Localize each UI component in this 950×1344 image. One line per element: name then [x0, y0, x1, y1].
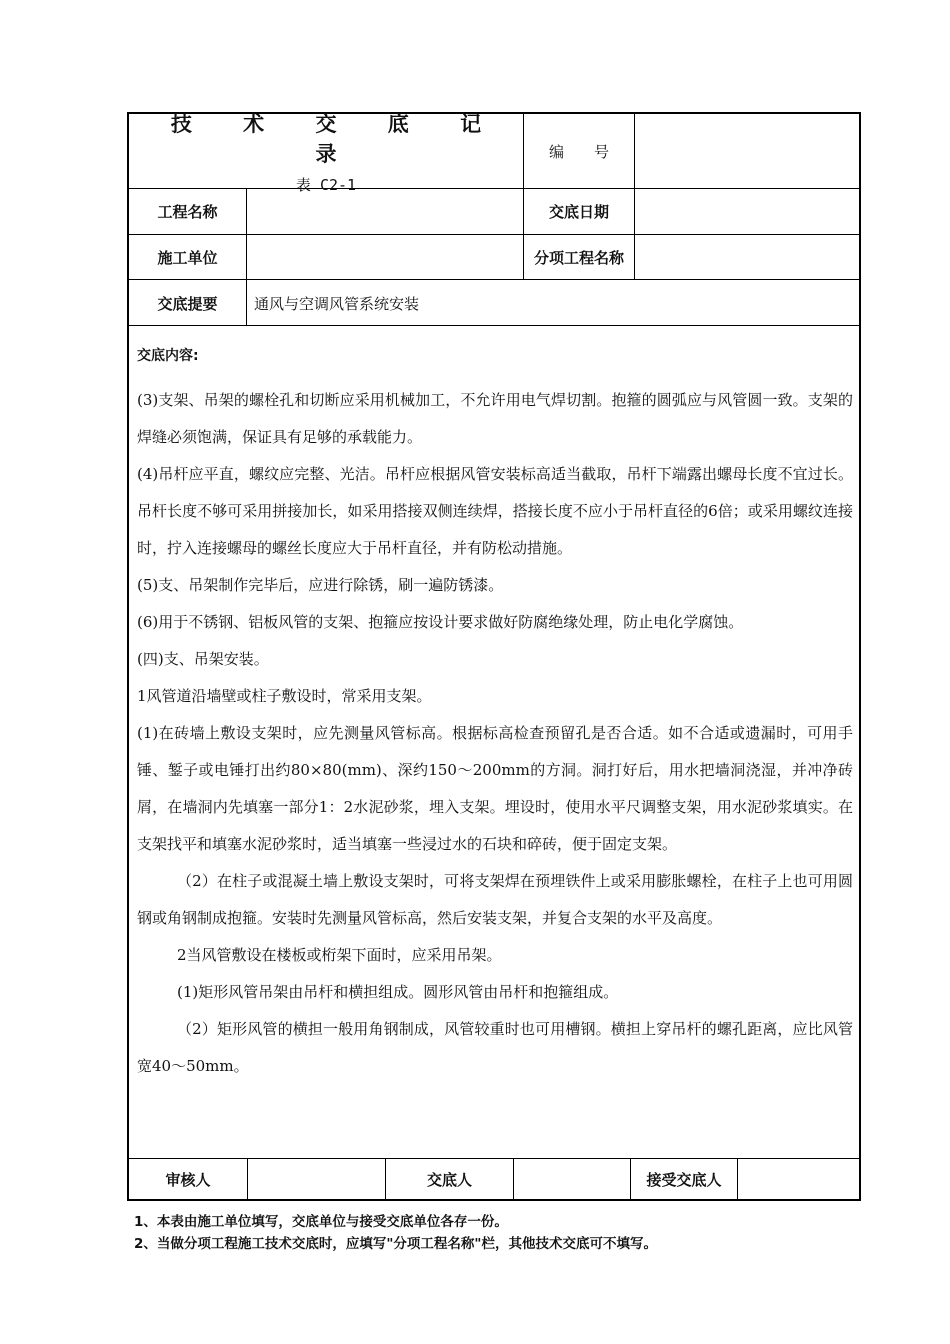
content-paragraph: (4)吊杆应平直，螺纹应完整、光洁。吊杆应根据风管安装标高适当截取，吊杆下端露出螺母长度不宜过长。吊杆长度不够可采用拼接加长，如采用搭接双侧连续焊，搭接长度不应小于吊杆直径的6倍；或采用螺纹连接时，拧入连接螺母的螺丝长度应大于吊杆直径，并有防松动措施。	[137, 465, 853, 557]
receiver-label: 接受交底人	[646, 1170, 722, 1189]
title-block	[129, 111, 523, 194]
content-paragraph: 2当风管敷设在楼板或桁架下面时，应采用吊架。	[177, 946, 502, 964]
content-paragraph: （2）在柱子或混凝土墙上敷设支架时，可将支架焊在预埋铁件上或采用膨胀螺栓，在柱子上也可用圆钢或角钢制成抱箍。安装时先测量风管标高，然后安装支架，并复合支架的水平及高度。	[137, 872, 853, 927]
content-paragraph: (1)矩形风管吊架由吊杆和横担组成。圆形风管由吊杆和抱箍组成。	[177, 983, 619, 1001]
rule-left-col	[246, 188, 247, 326]
reviewer-field[interactable]	[249, 1159, 385, 1199]
content-body	[137, 344, 853, 1085]
rule-right-col	[634, 114, 635, 280]
rule-sig-5	[737, 1158, 738, 1200]
content-heading: 交底内容:	[137, 348, 199, 364]
content-paragraph: (1)在砖墙上敷设支架时，应先测量风管标高。根据标高检查预留孔是否合适。如不合适或遗漏时，可用手锤、錾子或电锤打出约80×80(mm)、深约150～200mm的方洞。洞打好后，用水把墙洞浇湿，并冲净砖屑，在墙洞内先填塞一部分1：2水泥砂浆，埋入支架。埋设时，使用水平尺调整支架，用水泥砂浆填实。在支架找平和填塞水泥砂浆时，适当填塞一些浸过水的石块和碎砖，便于固定支架。	[137, 724, 853, 853]
summary-field[interactable]: 通风与空调风管系统安装	[254, 294, 420, 313]
project-name-label: 工程名称	[157, 203, 218, 221]
contractor-label: 施工单位	[157, 248, 218, 267]
content-paragraph: (四)支、吊架安装。	[137, 650, 269, 668]
rule-sig-3	[513, 1158, 514, 1200]
footnote-item: 1、本表由施工单位填写，交底单位与接受交底单位各存一份。	[134, 1214, 508, 1230]
summary-label: 交底提要	[157, 294, 218, 313]
presenter-field[interactable]	[515, 1159, 630, 1199]
content-paragraph: (6)用于不锈钢、铝板风管的支架、抱箍应按设计要求做好防腐绝缘处理，防止电化学腐蚀。	[137, 613, 744, 631]
footnotes	[134, 1211, 864, 1255]
disclosure-record-form	[127, 112, 861, 1201]
form-title: 技 术 交 底 记 录	[170, 111, 504, 166]
number-field[interactable]	[636, 114, 859, 188]
reviewer-label: 审核人	[165, 1170, 211, 1189]
rule-contractor	[129, 279, 859, 280]
receiver-field[interactable]	[739, 1159, 859, 1199]
subproject-label: 分项工程名称	[533, 248, 624, 267]
content-paragraph: 1风管道沿墙壁或柱子敷设时，常采用支架。	[137, 687, 432, 705]
project-name-field[interactable]	[248, 189, 523, 234]
date-label: 交底日期	[548, 203, 609, 221]
content-area	[129, 326, 859, 1158]
content-paragraph: (5)支、吊架制作完毕后，应进行除锈，刷一遍防锈漆。	[137, 576, 504, 594]
footnote-item: 2、当做分项工程施工技术交底时，应填写"分项工程名称"栏，其他技术交底可不填写。	[134, 1236, 657, 1252]
rule-sig-1	[247, 1158, 248, 1200]
presenter-label: 交底人	[426, 1170, 472, 1189]
content-paragraph: (3)支架、吊架的螺栓孔和切断应采用机械加工，不允许用电气焊切割。抱箍的圆弧应与风管圆一致。支架的焊缝必须饱满，保证具有足够的承载能力。	[137, 391, 853, 446]
subproject-field[interactable]	[636, 235, 859, 279]
number-label: 编 号	[548, 142, 609, 161]
content-paragraph: （2）矩形风管的横担一般用角钢制成，风管较重时也可用槽钢。横担上穿吊杆的螺孔距离，应比风管宽40～50mm。	[137, 1020, 853, 1075]
form-number: 表 C2-1	[295, 175, 357, 194]
contractor-field[interactable]	[248, 235, 523, 279]
date-field[interactable]	[636, 189, 859, 234]
